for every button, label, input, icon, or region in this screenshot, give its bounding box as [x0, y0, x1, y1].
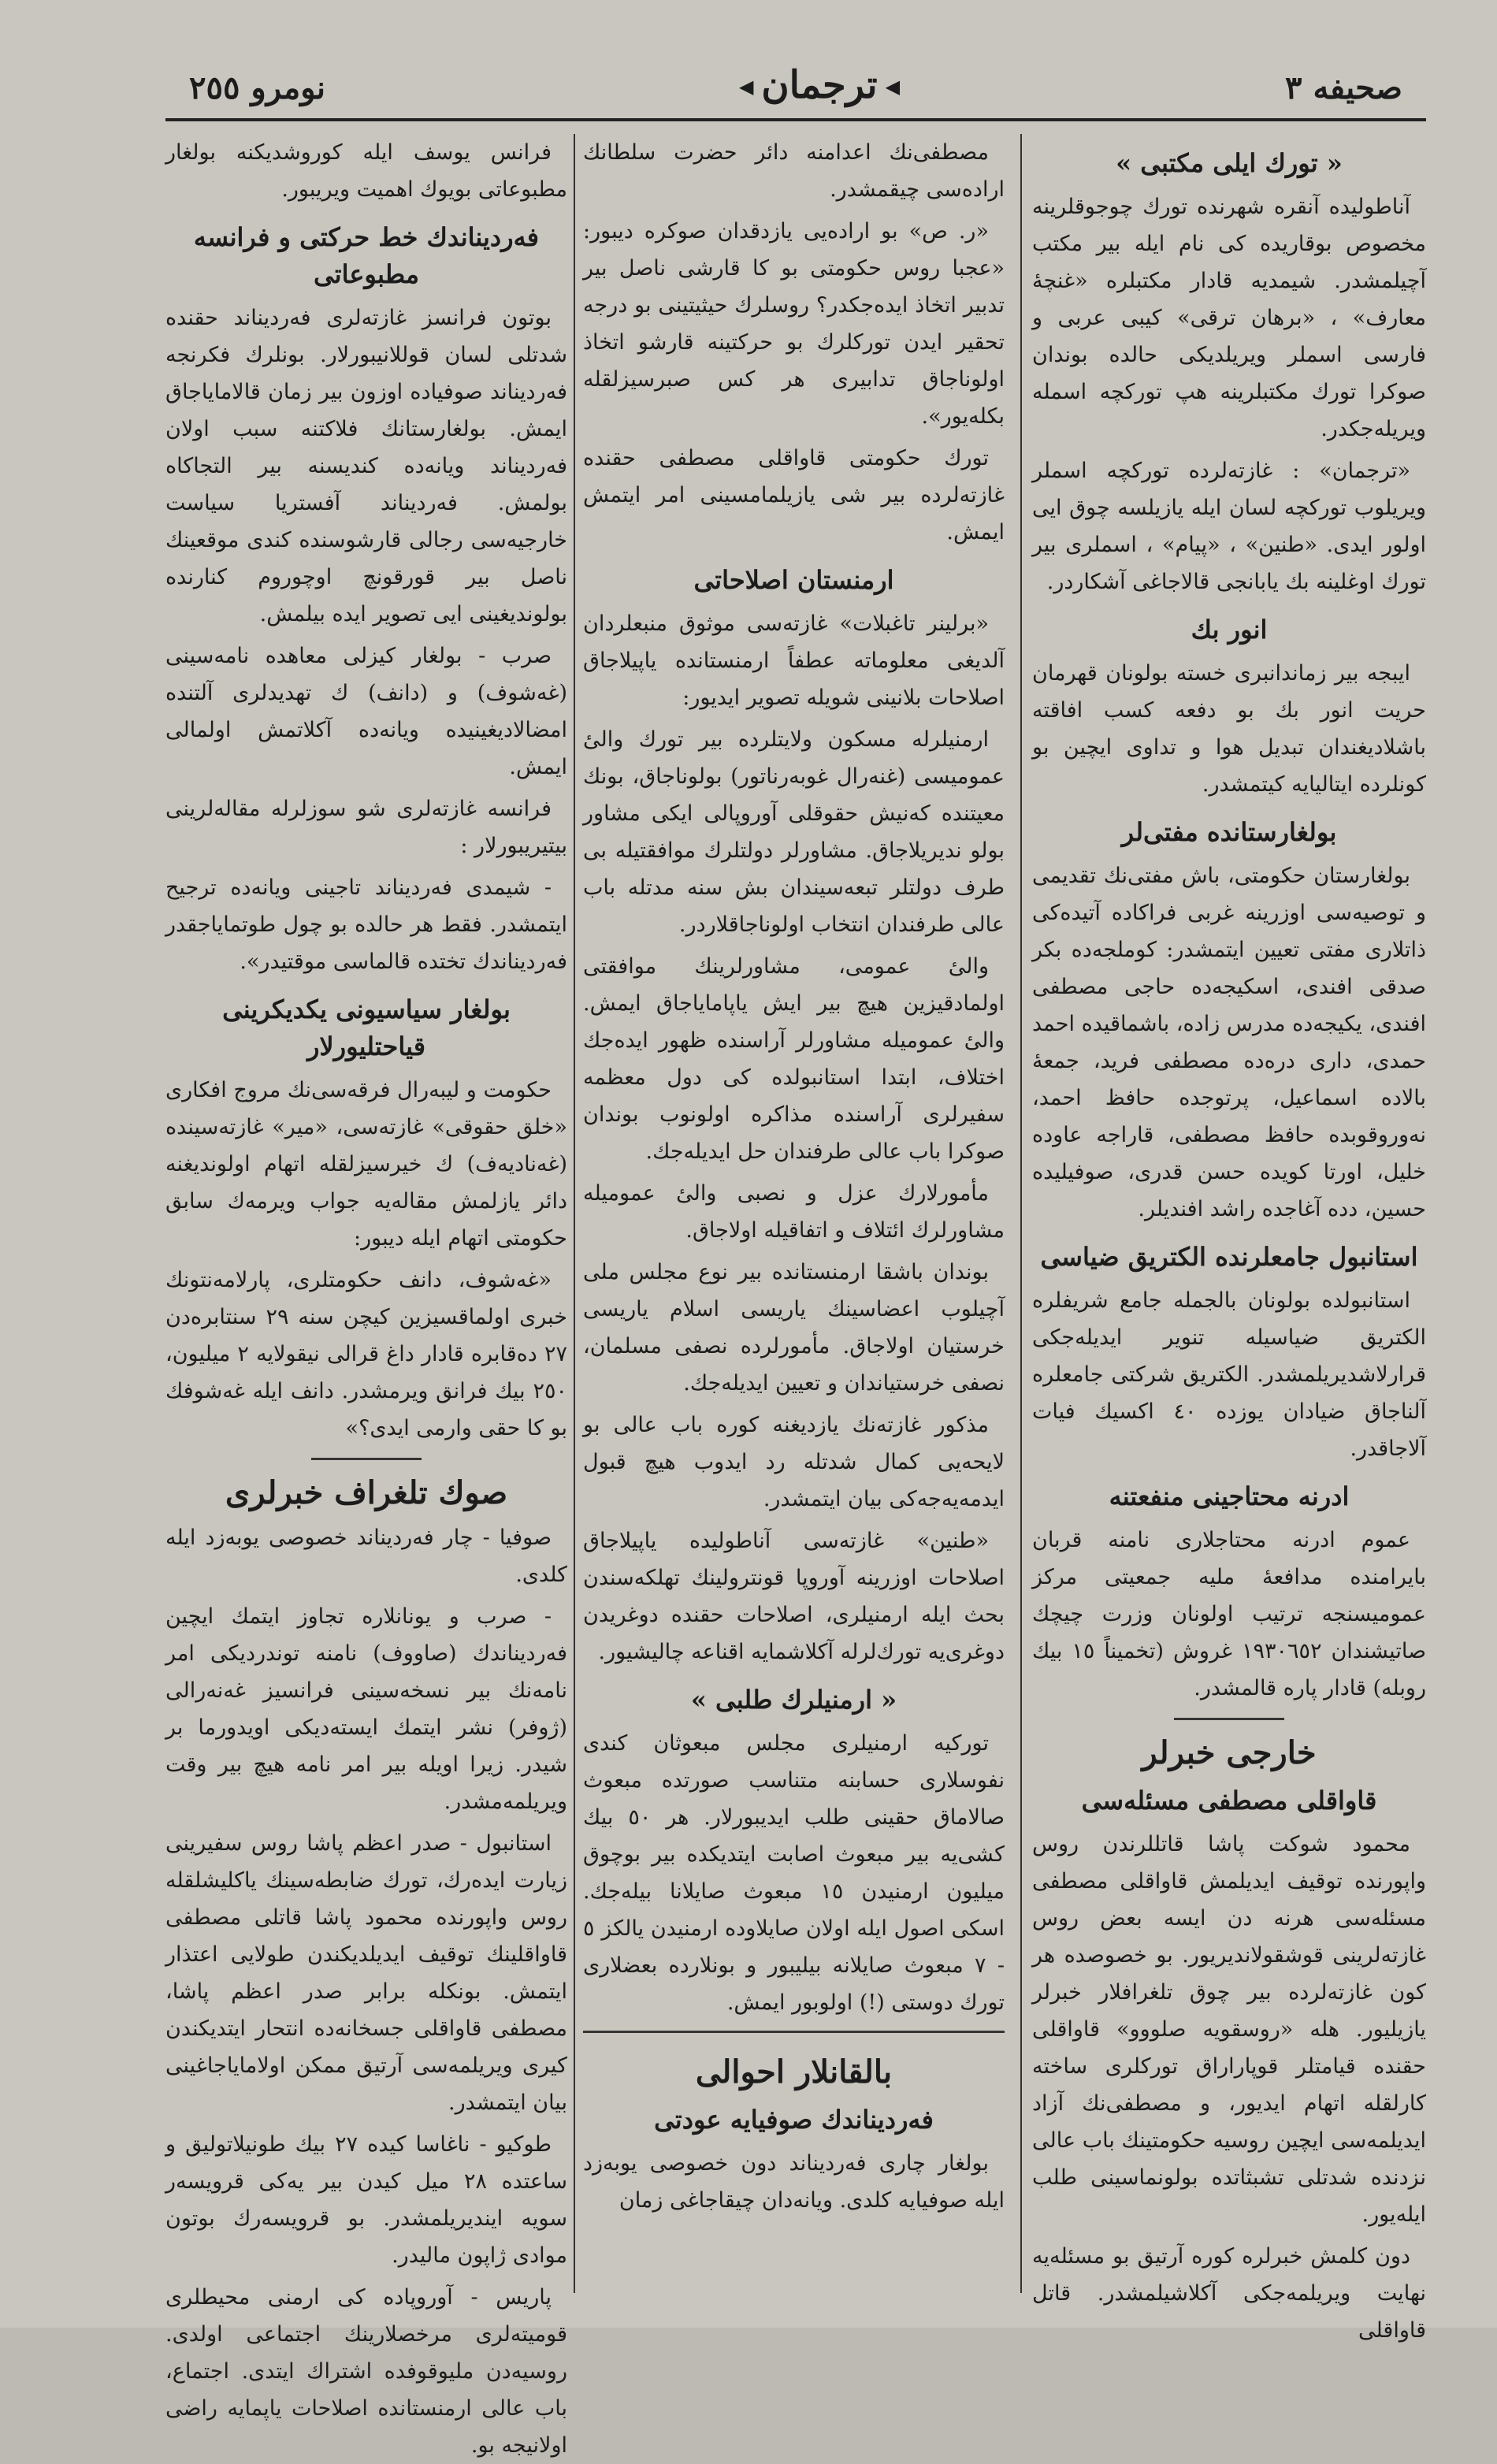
paragraph: «طنین» غازته‌سی آناطولیده یاپیلاجاق اصلاحات اوزرینه آوروپا قونترولینك تهلكه‌سندن بحث ایله ارمنیلری، اصلاحات حقنده دوغریدن دوغری‌یه تورك‌لرله آكلاشمایه اقناعه چالیشیور. [583, 1529, 1005, 1664]
page-number: صحیفه ۳ [1285, 69, 1402, 106]
paragraph: بولغار چاری فه‌ردیناند دون خصوصی یوبه‌زد ایله صوفیایه كلدی. ویانه‌دان چیقاجاغی زمان [583, 2151, 1005, 2213]
paragraph: محمود شوكت پاشا قاتللرندن روس واپورنده توقیف ایدیلمش قاواقلی مصطفی مسئله‌سی هرنه دن ایسه بعض روس غازته‌لرینی قوشقولاندیریور. بو خصوصده هر كون غازته‌لرده بیر چوق تلغرافلار خبرلر یازیلیور. هله «روسقویه صلووو» قاواقلی حقنده قیامتلر قوپاراراق تورکلری ساخته كارلقله اتهام ایدیور، و مصطفی‌نك آزاد ایدیلمه‌سی ایچین روسیه حكومتینك باب عالی نزدنده شدتلی تشبثاتده بولونماسینی طلب ایله‌یور. [1032, 1832, 1426, 2227]
paragraph: «ترجمان» : غازته‌لرده تورکچه اسملر ویریلوب تورکچه لسان ایله یازیلسه چوق ایی اولور ایدی. «طنین» ، «پیام» ، اسملری بیر تورك اوغلینه بك یابانجی قالاجاغی آشكاردر. [1032, 459, 1426, 594]
paragraph: ارمنیلرله مسكون ولایتلرده بیر تورك والیٔ عمومیسی (غنه‌رال غوبه‌رناتور) بولوناجاق، بونك معیتنده كه‌نیش حقوقلی آوروپالی ایكی مشاور بولو ندیریلاجاق. مشاورلر دولتلرك موافقتیله بی طرف دولتلر تبعه‌سیندان بش سنه مدتله باب عالی طرفندان انتخاب اولوناجاقلاردر. [583, 727, 1005, 937]
paragraph: مأمورلارك عزل و نصبی والیٔ عمومیله مشاورلرك ائتلاف و اتفاقیله اولاجاق. [583, 1181, 1005, 1243]
paragraph: تورك حكومتی قاواقلی مصطفی حقنده غازته‌لرده بیر شی یازیلمامسینی امر ایتمش ایمش. [583, 446, 1005, 544]
headline-edirne-needy: ادرنه محتاجینی منفعتنه [1109, 1481, 1350, 1511]
paragraph: پاریس - آوروپاده كی ارمنی محیطلری قومیته‌لری مرخصلارینك اجتماعی اولدی. روسیه‌دن ملیوقوفده اشتراك ایتدی. اجتماع، باب عالی ارمنستانده اصلاحات یاپمایه راضی اولانیجه بو. [165, 2285, 567, 2458]
paragraph: فرانسه غازته‌لری شو سوزلرله مقاله‌لرینی بیتیریبورلار : [165, 797, 567, 858]
paragraph: تورکیه ارمنیلری مجلس مبعوثان كندی نفوسلاری حسابنه متناسب صورتده مبعوث صالاماق حقینی طلب ایدیبورلار. هر ٥٠ بیك كشی‌یه بیر مبعوث اصابت ایتدیكده بیر بوچوق میلیون ارمنیدن ١٥ مبعوث صایلانا بیله‌جك. اسكی اصول ایله اولان صایلاوده ارمنیدن یالكز ٥ - ٧ مبعوث صایلانه بیلیبور و بونلارده بعضلاری تورك دوستی (!) اولوبور ایمش. [583, 1731, 1005, 2015]
headline-latest-telegrams: صوك تلغراف خبرلری [225, 1474, 508, 1511]
headline-foreign-news: خارجی خبرلر [1142, 1734, 1317, 1771]
headline-kavakli-mustafa: قاواقلی مصطفی مسئله‌سی [1081, 1786, 1377, 1815]
paragraph: ایبجه بیر زماندانبری خسته بولونان قهرمان حریت انور بك بو دفعه كسب افاقته باشلادیغندان تبدیل هوا و تداوی ایچین بو كونلرده ایتالیایه كیتمشدر. [1032, 661, 1426, 797]
paragraph: بوتون فرانسز غازته‌لری فه‌ردیناند حقنده شدتلی لسان قوللانیبورلار. بونلرك فكرنجه فه‌ردیناند صوفیاده اوزون بیر زمان قالامایاجاق ایمش. بولغارستانك فلاكتنه سبب اولان فه‌ردیناند ویانه‌ده كندیسنه بیر التجاكاه بولمش. فه‌ردیناند آفستریا سیاست خارجیه‌سی رجالی قارشوسنده كندی موقعینك ناصل بیر قورقونچ اوچوروم كنارنده بولوندیغینی ایی تصویر ایده بیلمش. [165, 306, 567, 626]
paragraph: «غه‌شوف، دانف حكومتلری، پارلامه‌نتونك خبری اولماقسیزین كیچن سنه ٢٩ سنتابره‌دن ٢٧ ده‌قابره قادار داغ قرالی نیقولایه ٢ میلیون، ٢٥٠ بیك فرانق ویرمشدر. دانف ایله غه‌شوفك بو كا حقی وارمی ایدی؟» [165, 1268, 567, 1440]
paragraph: عموم ادرنه محتاجلاری نامنه قربان بایرامنده مدافعهٔ ملیه جمعیتی مركز عمومیسنجه ترتیب اولونان وزرت چیچك صاتیشندان ١٩٣٠٦٥٢ غروش (تخمیناً ١٥ بیك روبله) قادار پاره قالمشدر. [1032, 1528, 1426, 1700]
headline-turk-ili-school: « تورك ایلی مكتبی » [1116, 148, 1343, 178]
masthead [165, 55, 1426, 121]
headline-istanbul-electric: استانبول جامعلرنده الكتریق ضیاسی [1040, 1242, 1418, 1272]
paragraph: مذكور غازته‌نك یازدیغنه كوره باب عالی بو لایحه‌یی كمال شدتله رد ایدوب هیچ قبول ایدمه‌یه‌جه‌كی بیان ایتمشدر. [583, 1413, 1005, 1511]
paragraph: مصطفی‌نك اعدامنه دائر حضرت سلطانك اراده‌سی چیقمشدر. [583, 140, 1005, 202]
paragraph: فرانس یوسف ایله كوروشدیكنه بولغار مطبوعاتی بویوك اهمیت ویریبور. [165, 140, 567, 202]
paragraph: «ر. ص» بو اراده‌یی یازدقدان صوكره دیبور: «عجبا روس حكومتی بو كا قارشی ناصل بیر تدبیر اتخاذ ایده‌جكدر؟ روسلرك حیثیتینی بو درجه تحقیر ایدن تورکلرك بو حركتینه قارشو اتخاذ اولوناجاق تدابیری هر كس صبرسیزلقله بكله‌یور». [583, 219, 1005, 429]
paragraph: والیٔ عمومی، مشاورلرینك موافقتی اولمادقیزین هیچ بیر ایش یاپامایاجاق ایمش. والیٔ عمومیله مشاورلر آراسنده ظهور ایده‌جك اختلاف، ابتدا استانبولده كی دول معظمه سفیرلری آراسنده مذاكره اولونوب بوندان صوكرا باب عالی طرفندان حل ایدیله‌جك. [583, 954, 1005, 1164]
headline-armenian-demand: « ارمنیلرك طلبی » [690, 1685, 897, 1715]
paragraph: دون كلمش خبرلره كوره آرتیق بو مسئله‌یه نهایت ویریلمه‌جكی آكلاشیلمشدر. قاتل قاواقلی [1032, 2244, 1426, 2343]
column-left [165, 134, 567, 2458]
paragraph: - شیمدی فه‌ردیناند تاجینی ویانه‌ده ترجیح ایتمشدر. فقط هر حالده بو چول طوتمایاجقدر فه‌ردیناندك تختده قالماسی موقتیدر». [165, 875, 567, 974]
paragraph: استانبول - صدر اعظم پاشا روس سفیرینی زیارت ایده‌رك، تورك ضابطه‌سینك یاكلیشلقله روس واپورنده محمود پاشا قاتلی مصطفی قاواقلینك توقیف ایدیلدیكندن طولایی اعتذار ایتمش. بونكله برابر صدر اعظم پاشا، مصطفی قاواقلی جسخانه‌ده انتحار ایتدیكندن كیری ویریلمه‌سی آرتیق ممكن اولامایاجاغینی بیان ایتمشدر. [165, 1831, 567, 2115]
paragraph: حكومت و لیبه‌رال فرقه‌سی‌نك مروج افكاری «خلق حقوقی» غازته‌سی، «میر» غازته‌سینده (غه‌نادیه‌ف) ك خیرسیزلقله اتهام اولوندیغنه دائر یازلمش مقاله‌یه جواب ویرمه‌ك سابق حكومتی اتهام ایله دیبور: [165, 1078, 567, 1251]
paragraph: صوفیا - چار فه‌ردیناند خصوصی یوبه‌زد ایله كلدی. [165, 1526, 567, 1587]
headline-balkans: بالقانلار احوالی [695, 2053, 893, 2090]
paragraph: آناطولیده آنقره شهرنده تورك چوجوقلرینه مخصوص بوقاریده کی نام ایله بیر مكتب آچیلمشدر. شیمدیه قادار مكتبلره «غنچهٔ معارف» ، «برهان ترقی» كیبی عربی و فارسی اسملر ویریلدیکی حالده بوندان صوكرا تورك مكتبلرینه هپ تورکچه اسمله ویریله‌جكدر. [1032, 195, 1426, 441]
headline-bulgarian-politicians: بولغار سیاسیونی یكدیكرینی قیاحتلیورلار [222, 994, 511, 1061]
paragraph: - صرب و یونانلاره تجاوز ایتمك ایچین فه‌ردیناندك (صاووف) نامنه توندردیكی امر نامه‌نك بیر نسخه‌سینی فرانسیز غه‌نه‌رالی (ژوفر) نشر ایتمك ایسته‌دیكی اویدورما بر شیدر. زیرا اویله بیر امر نامه هیچ بیر وقت ویریلمه‌مشدر. [165, 1604, 567, 1814]
column-divider [1020, 134, 1022, 2293]
issue-number: نومرو ٢٥٥ [189, 69, 325, 106]
paragraph: بولغارستان حكومتی، باش مفتی‌نك تقدیمی و توصیه‌سی اوزرینه غربی فراكاده آتیده‌كی ذاتلاری مفتی تعیین ایتمشدر: كوملجه‌ده بكر صدقی افندی، اسكیجه‌ده حاجی مصطفی افندی، یكیجه‌ده مدرس زاده، باشماقیده احمد حمدی، داری دره‌ده مصطفی فرید، جمعهٔ بالاده اسماعیل، پرتوجده حافظ احمد، نه‌وروقوبده حافظ مصطفی، قاراجه عاوده خلیل، اورتا كویده حسن قدری، صوفیلیده حسین، دده آغاجده راشد افندیلر. [1032, 864, 1426, 1221]
paragraph: طوكیو - ناغاسا كیده ٢٧ بیك طونیلاتولیق و ساعتده ٢٨ میل كیدن بیر یه‌كی قرویسه‌ر سویه ایندیریلمشدر. بو قرویسه‌رك بوتون موادی ژاپون مالیدر. [165, 2132, 567, 2268]
headline-armenia-reforms: ارمنستان اصلاحاتی [693, 565, 894, 595]
paper-title: ◀ ترجمان ◀ [717, 63, 922, 107]
paragraph: استانبولده بولونان بالجمله جامع شریفلره الكتریق ضیاسیله تنویر ایدیله‌جكی قرارلاشدیریلمشدر. الكتریق شركتی جامعلره آلناجاق ضیادان یوزده ٤٠ اكسیك فیات آلاجاقدر. [1032, 1288, 1426, 1461]
paragraph: «برلینر تاغبلات» غازته‌سی موثوق منبعلردان آلدیغی معلوماته عطفاً ارمنستانده یاپیلاجاق اصلاحات بلانینی شویله تصویر ایدیور: [583, 611, 1005, 710]
headline-ferdinand-return: فه‌ردیناندك صوفیایه عودتی [654, 2105, 934, 2135]
headline-ferdinand-french-press: فه‌ردیناندك خط حركتی و فرانسه مطبوعاتی [193, 222, 540, 289]
headline-bulgaria-muftis: بولغارستانده مفتی‌لر [1121, 817, 1337, 847]
section-rule [1174, 1718, 1284, 1720]
paragraph: بوندان باشقا ارمنستانده بیر نوع مجلس ملی آچیلوب اعضاسینك یاریسی اسلام یاریسی خرستیان اولاجاق. مأمورلرده نصفی مسلمان، نصفی خرستیاندان و تعیین ایدیله‌جك. [583, 1260, 1005, 1396]
column-middle [583, 134, 1005, 2293]
column-divider [574, 134, 575, 2293]
paragraph: صرب - بولغار كیزلی معاهده نامه‌سینی (غه‌شوف) و (دانف) ك تهدیدلری آلتنده امضالادیغینیده ویانه‌ده آكلاتمش اولمالی ایمش. [165, 644, 567, 779]
headline-enver-bey: انور بك [1191, 615, 1268, 645]
column-right [1032, 134, 1426, 2343]
section-rule [311, 1458, 422, 1460]
